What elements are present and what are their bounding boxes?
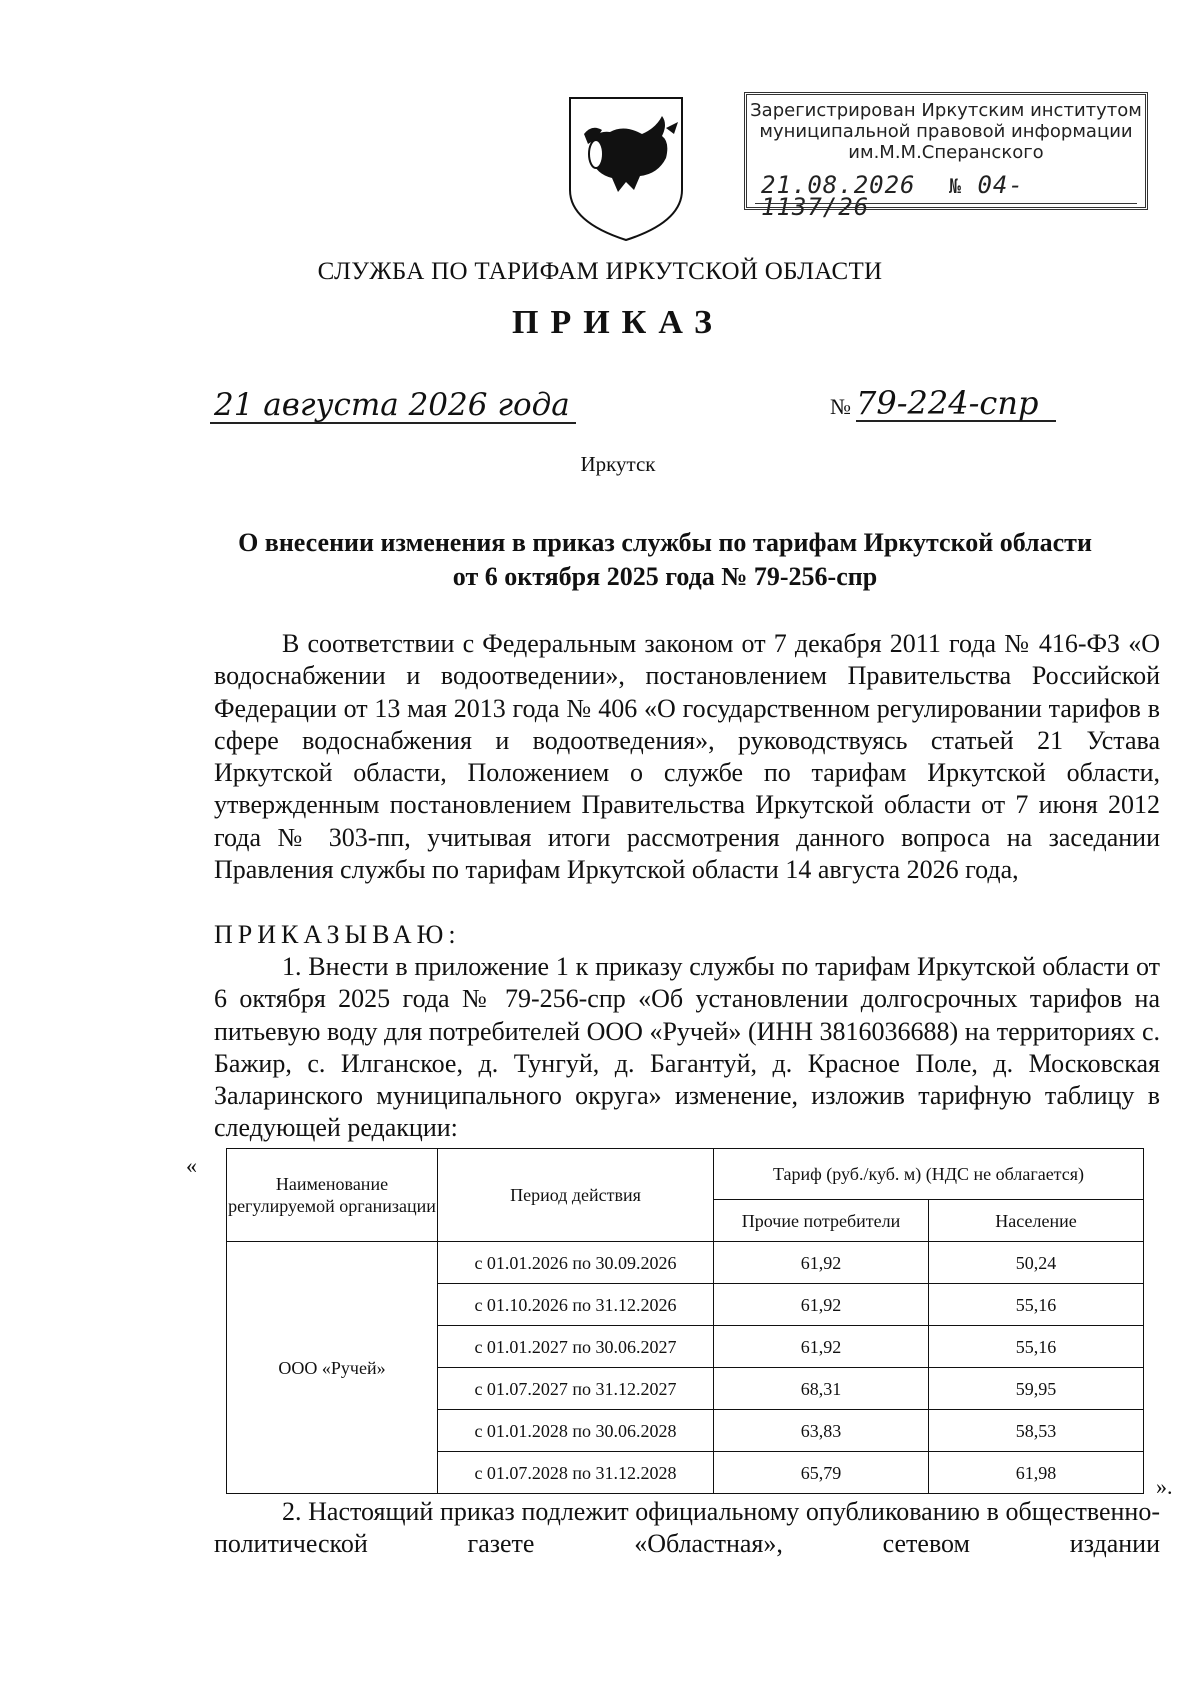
clause-2-paragraph: 2. Настоящий приказ подлежит официальному опубликованию в общественно-политической газете «Областная», сетевом издании bbox=[214, 1497, 1160, 1559]
table-header-row bbox=[227, 1149, 1144, 1200]
table-quote-close: ». bbox=[1156, 1474, 1173, 1499]
preamble-paragraph: В соответствии с Федеральным законом от 7 декабря 2011 года № 416-ФЗ «О водоснабжении и водоотведении», постановлением Правительства Российской Федерации от 13 мая 2013 года № 406 «О государственном регулировании тарифов в сфере водоснабжения и водоотведения», руководствуясь статьей 21 Устава Иркутской области, Положением о службе по тарифам Иркутской области, утвержденным постановлением Правительства Иркутской области от 7 июня 2012 года № 303-пп, учитывая итоги рассмотрения данного вопроса на заседании Правления службы по тарифам Иркутской области 14 августа 2026 года, bbox=[214, 629, 1160, 885]
table-row bbox=[227, 1242, 1144, 1284]
stamp-registration bbox=[761, 171, 1131, 221]
period-cell: с 01.07.2028 по 31.12.2028 bbox=[438, 1452, 714, 1494]
clause-1-paragraph: 1. Внести в приложение 1 к приказу службы по тарифам Иркутской области от 6 октября 2025 года № 79-256-спр «Об установлении долгосрочных тарифов на питьевую воду для потребителей ООО «Ручей» (ИНН 3816036688) на территориях с. Бажир, с. Илганское, д. Тунгуй, д. Багантуй, д. Красное Поле, д. Московская Заларинского муниципального округа» изменение, изложив тарифную таблицу в следующей редакции: bbox=[214, 952, 1160, 1143]
population-tariff-cell: 61,98 bbox=[929, 1452, 1144, 1494]
coat-of-arms-icon bbox=[566, 94, 686, 244]
header-period: Период действия bbox=[438, 1149, 714, 1242]
population-tariff-cell: 55,16 bbox=[929, 1326, 1144, 1368]
tariff-table bbox=[226, 1148, 1144, 1494]
population-tariff-cell: 59,95 bbox=[929, 1368, 1144, 1410]
other-tariff-cell: 68,31 bbox=[714, 1368, 929, 1410]
document-subject bbox=[180, 526, 1150, 594]
order-number-label: № bbox=[830, 394, 851, 419]
header-population: Население bbox=[929, 1200, 1144, 1242]
population-tariff-cell: 55,16 bbox=[929, 1284, 1144, 1326]
period-cell: с 01.01.2027 по 30.06.2027 bbox=[438, 1326, 714, 1368]
org-cell: ООО «Ручей» bbox=[227, 1242, 438, 1494]
stamp-line-2: муниципальной правовой информации bbox=[759, 121, 1133, 142]
stamp-reg-number: 04-1137/26 bbox=[761, 171, 1024, 221]
other-tariff-cell: 61,92 bbox=[714, 1326, 929, 1368]
document-type: ПРИКАЗ bbox=[512, 304, 724, 341]
order-date: 21 августа 2026 года bbox=[210, 388, 576, 424]
order-number: 79-224-спр bbox=[856, 386, 1056, 422]
subject-line-1: О внесении изменения в приказ службы по тарифам Иркутской области bbox=[238, 528, 1092, 557]
stamp-reg-date: 21.08.2026 bbox=[761, 171, 916, 199]
population-tariff-cell: 50,24 bbox=[929, 1242, 1144, 1284]
other-tariff-cell: 63,83 bbox=[714, 1410, 929, 1452]
stamp-line-3: им.М.М.Сперанского bbox=[848, 142, 1044, 163]
authority-name: СЛУЖБА ПО ТАРИФАМ ИРКУТСКОЙ ОБЛАСТИ bbox=[317, 258, 883, 285]
stamp-reg-no-label: № bbox=[948, 174, 962, 198]
population-tariff-cell: 58,53 bbox=[929, 1410, 1144, 1452]
header-other-consumers: Прочие потребители bbox=[714, 1200, 929, 1242]
header-org: Наименование регулируемой организации bbox=[227, 1149, 438, 1242]
orders-heading: ПРИКАЗЫВАЮ: bbox=[214, 920, 461, 949]
stamp-underline bbox=[755, 203, 1137, 204]
table-quote-open: « bbox=[186, 1153, 197, 1178]
subject-line-2: от 6 октября 2025 года № 79-256-спр bbox=[452, 562, 878, 591]
period-cell: с 01.01.2026 по 30.09.2026 bbox=[438, 1242, 714, 1284]
header-tariff: Тариф (руб./куб. м) (НДС не облагается) bbox=[714, 1149, 1144, 1200]
city: Иркутск bbox=[580, 452, 656, 476]
other-tariff-cell: 65,79 bbox=[714, 1452, 929, 1494]
period-cell: с 01.10.2026 по 31.12.2026 bbox=[438, 1284, 714, 1326]
other-tariff-cell: 61,92 bbox=[714, 1242, 929, 1284]
registration-stamp bbox=[744, 92, 1148, 221]
period-cell: с 01.01.2028 по 30.06.2028 bbox=[438, 1410, 714, 1452]
stamp-line-1: Зарегистрирован Иркутским институтом bbox=[750, 100, 1142, 121]
period-cell: с 01.07.2027 по 31.12.2027 bbox=[438, 1368, 714, 1410]
other-tariff-cell: 61,92 bbox=[714, 1284, 929, 1326]
